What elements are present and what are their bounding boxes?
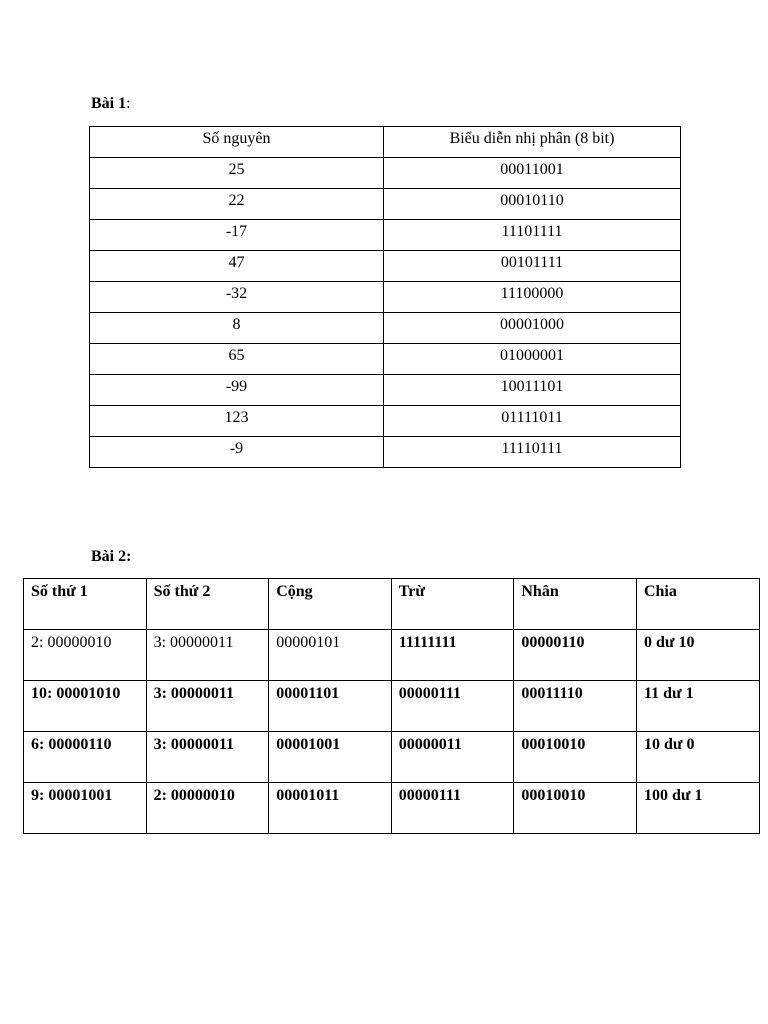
binary-cell: 01111011 [384, 406, 681, 437]
binary-cell: 00001000 [384, 313, 681, 344]
table-row [90, 406, 681, 437]
subtract-cell: 00000111 [391, 783, 514, 834]
divide-cell: 10 dư 0 [636, 732, 759, 783]
binary-cell: 11100000 [384, 282, 681, 313]
binary-cell: 00011001 [384, 158, 681, 189]
add-cell: 00001001 [269, 732, 392, 783]
binary-cell: 01000001 [384, 344, 681, 375]
integer-cell: -99 [90, 375, 384, 406]
bai2-header-second-number: Số thứ 2 [146, 579, 269, 630]
table-row [24, 783, 760, 834]
table-row [90, 344, 681, 375]
table-row [24, 681, 760, 732]
table-row [90, 375, 681, 406]
second-number-cell: 3: 00000011 [146, 732, 269, 783]
table-row [90, 189, 681, 220]
integer-cell: -32 [90, 282, 384, 313]
multiply-cell: 00011110 [514, 681, 637, 732]
table-row [90, 282, 681, 313]
bai2-table [23, 578, 760, 834]
bai2-header-divide: Chia [636, 579, 759, 630]
table-row [90, 251, 681, 282]
divide-cell: 0 dư 10 [636, 630, 759, 681]
divide-cell: 11 dư 1 [636, 681, 759, 732]
integer-cell: 123 [90, 406, 384, 437]
multiply-cell: 00010010 [514, 732, 637, 783]
integer-cell: 22 [90, 189, 384, 220]
table-row [90, 313, 681, 344]
bai2-header-multiply: Nhân [514, 579, 637, 630]
first-number-cell: 6: 00000110 [24, 732, 147, 783]
bai2-header-add: Cộng [269, 579, 392, 630]
table-row [24, 732, 760, 783]
subtract-cell: 00000011 [391, 732, 514, 783]
integer-cell: 8 [90, 313, 384, 344]
divide-cell: 100 dư 1 [636, 783, 759, 834]
multiply-cell: 00000110 [514, 630, 637, 681]
bai1-title: Bài 1 [91, 95, 127, 112]
integer-cell: 65 [90, 344, 384, 375]
integer-cell: 47 [90, 251, 384, 282]
add-cell: 00001101 [269, 681, 392, 732]
bai2-title: Bài 2: [91, 548, 132, 565]
bai2-header-first-number: Số thứ 1 [24, 579, 147, 630]
table-row [24, 630, 760, 681]
bai1-heading [91, 95, 131, 113]
multiply-cell: 00010010 [514, 783, 637, 834]
bai1-table [89, 126, 681, 468]
add-cell: 00001011 [269, 783, 392, 834]
table-row [90, 158, 681, 189]
binary-cell: 11101111 [384, 220, 681, 251]
second-number-cell: 3: 00000011 [146, 630, 269, 681]
bai1-header-row [90, 127, 681, 158]
binary-cell: 10011101 [384, 375, 681, 406]
second-number-cell: 2: 00000010 [146, 783, 269, 834]
first-number-cell: 9: 00001001 [24, 783, 147, 834]
bai1-colon: : [126, 95, 131, 112]
integer-cell: 25 [90, 158, 384, 189]
subtract-cell: 00000111 [391, 681, 514, 732]
binary-cell: 00010110 [384, 189, 681, 220]
integer-cell: -9 [90, 437, 384, 468]
bai2-header-subtract: Trừ [391, 579, 514, 630]
second-number-cell: 3: 00000011 [146, 681, 269, 732]
first-number-cell: 2: 00000010 [24, 630, 147, 681]
integer-cell: -17 [90, 220, 384, 251]
bai1-header-integer: Số nguyên [90, 127, 384, 158]
bai2-heading [91, 548, 131, 566]
add-cell: 00000101 [269, 630, 392, 681]
table-row [90, 220, 681, 251]
subtract-cell: 11111111 [391, 630, 514, 681]
binary-cell: 11110111 [384, 437, 681, 468]
table-row [90, 437, 681, 468]
binary-cell: 00101111 [384, 251, 681, 282]
first-number-cell: 10: 00001010 [24, 681, 147, 732]
bai2-header-row [24, 579, 760, 630]
bai1-header-binary: Biểu diễn nhị phân (8 bit) [384, 127, 681, 158]
